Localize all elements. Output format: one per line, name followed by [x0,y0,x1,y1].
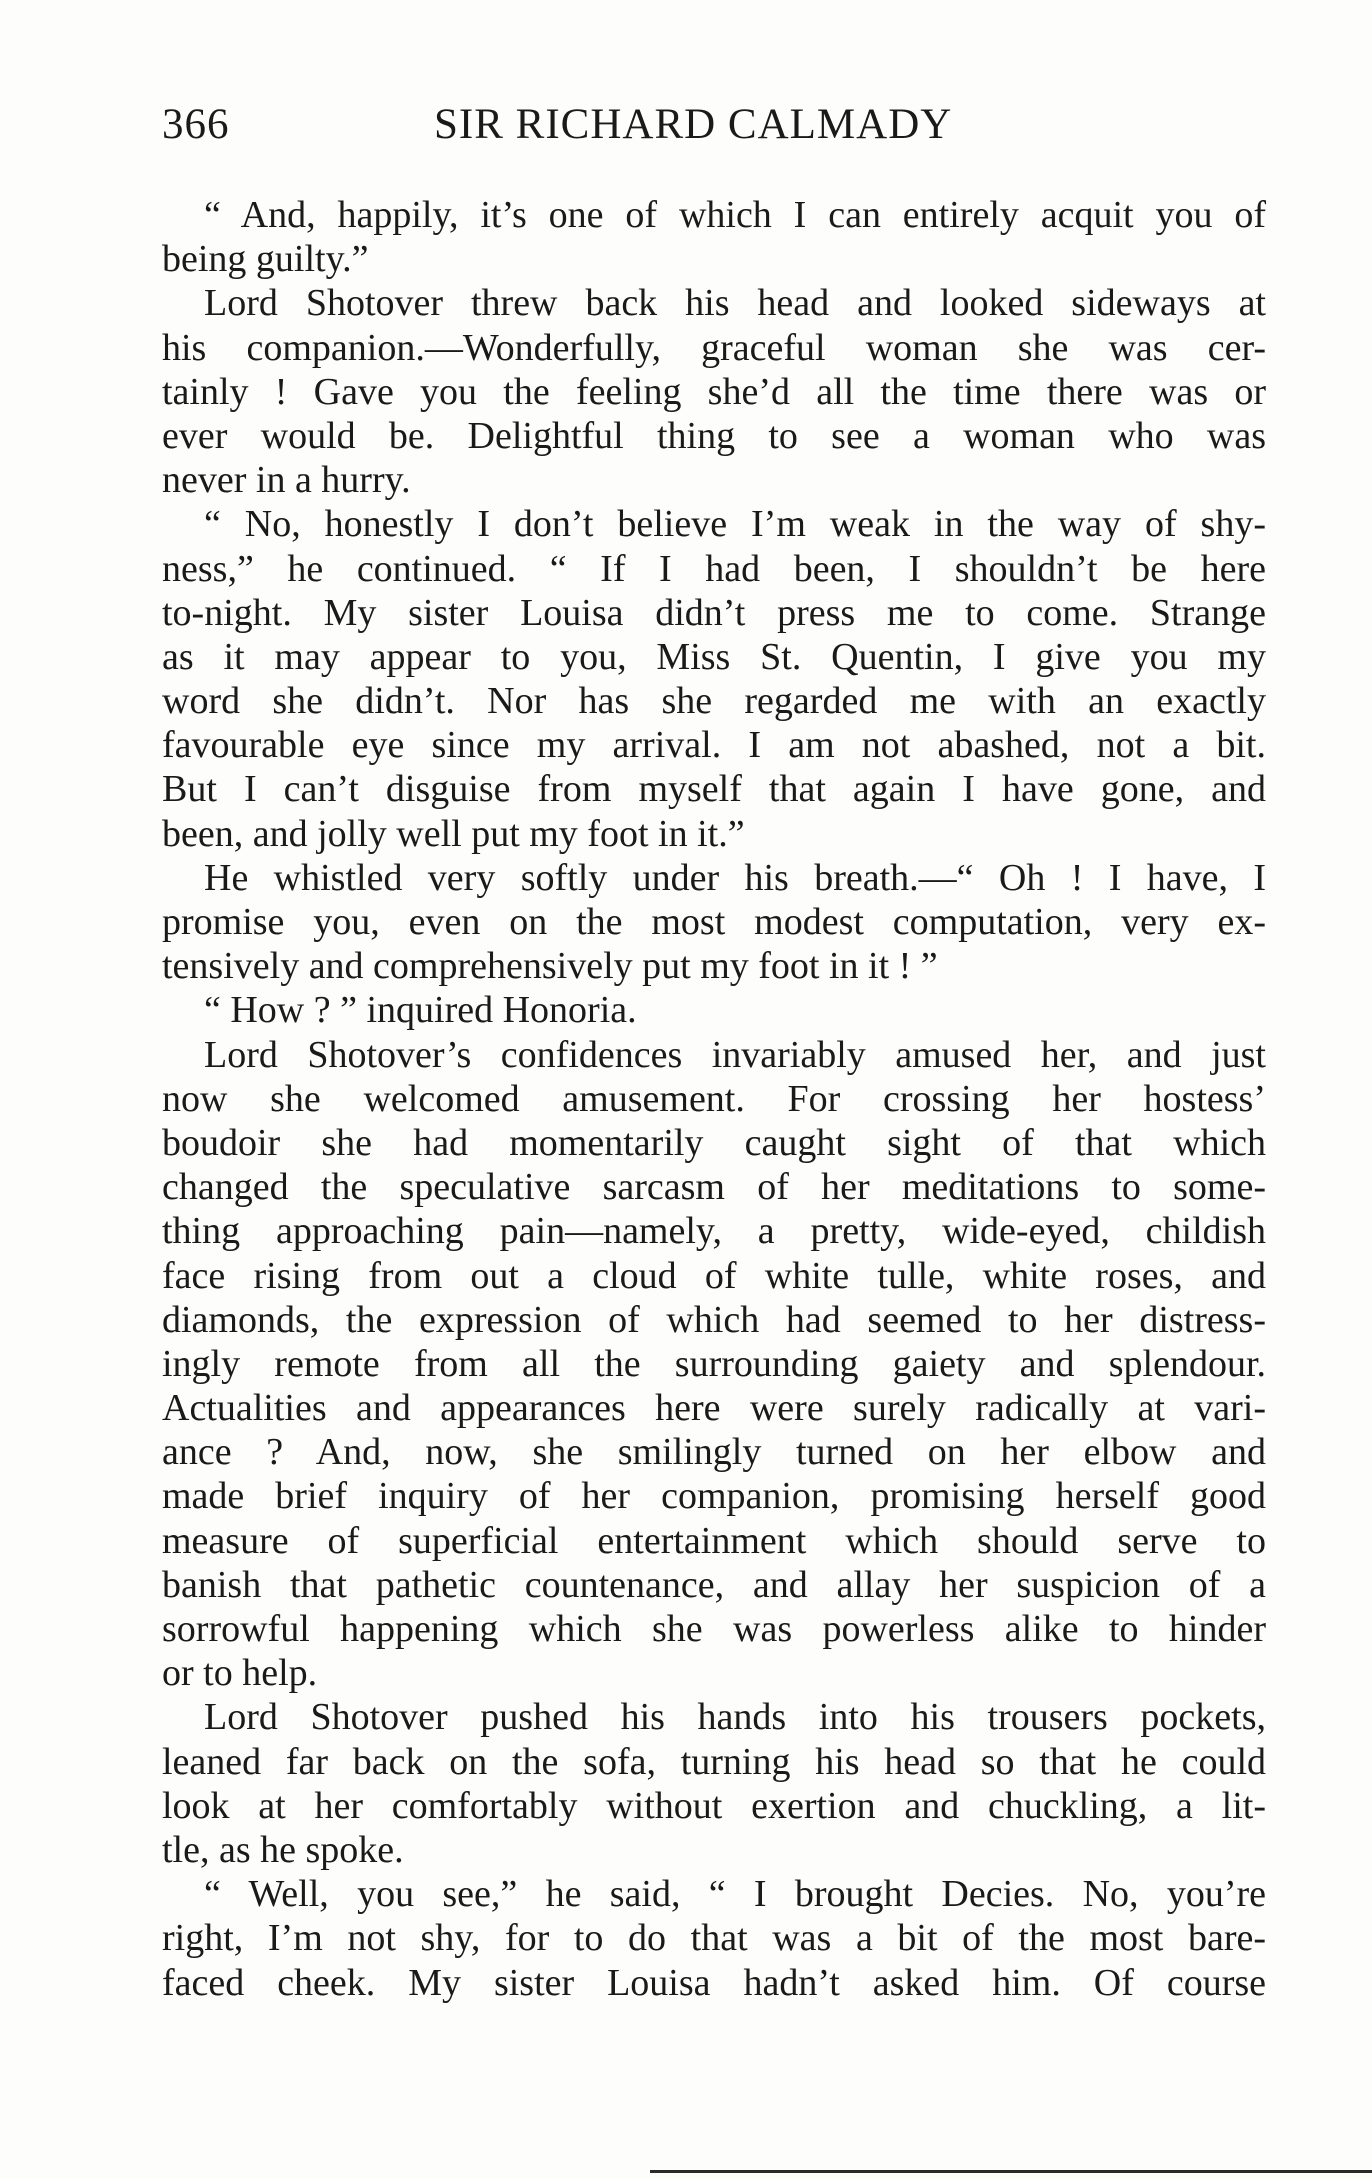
text-line: measure of superficial entertainment which should serve to [162,1519,1266,1562]
text-line: look at her comfortably without exertion and chuckling, a lit- [162,1784,1266,1827]
page-header [162,100,1266,160]
text-line: thing approaching pain—namely, a pretty, wide-eyed, childish [162,1210,1266,1253]
text-line: ever would be. Delightful thing to see a woman who was [162,414,1266,457]
text-line: He whistled very softly under his breath.—“ Oh ! I have, I [204,856,1266,899]
text-line: “ How ? ” inquired Honoria. [204,989,637,1032]
body-text [162,193,1266,2005]
text-line: as it may appear to you, Miss St. Quentin, I give you my [162,635,1266,678]
page-number: 366 [162,101,230,148]
text-line: changed the speculative sarcasm of her meditations to some- [162,1166,1266,1209]
text-line: word she didn’t. Nor has she regarded me with an exactly [162,680,1266,723]
text-line: Actualities and appearances here were surely radically at vari- [162,1387,1266,1430]
text-line: leaned far back on the sofa, turning his head so that he could [162,1740,1266,1783]
text-line: ingly remote from all the surrounding gaiety and splendour. [162,1342,1266,1385]
text-line: Lord Shotover pushed his hands into his trousers pockets, [204,1696,1266,1739]
text-line: made brief inquiry of her companion, promising herself good [162,1475,1266,1518]
text-line: now she welcomed amusement. For crossing her hostess’ [162,1077,1266,1120]
text-line: tensively and comprehensively put my foot in it ! ” [162,945,938,988]
text-line: “ And, happily, it’s one of which I can entirely acquit you of [204,194,1266,236]
text-line: his companion.—Wonderfully, graceful woman she was cer- [162,326,1266,369]
text-line: tainly ! Gave you the feeling she’d all the time there was or [162,370,1266,413]
text-line: faced cheek. My sister Louisa hadn’t asked him. Of course [162,1961,1266,2004]
text-line: ance ? And, now, she smilingly turned on her elbow and [162,1431,1266,1474]
text-line: “ Well, you see,” he said, “ I brought Decies. No, you’re [204,1873,1266,1916]
text-line: face rising from out a cloud of white tulle, white roses, and [162,1254,1266,1297]
text-line: promise you, even on the most modest computation, very ex- [162,901,1266,943]
running-head: SIR RICHARD CALMADY [434,101,953,148]
text-line: Lord Shotover threw back his head and looked sideways at [204,282,1266,325]
text-line: never in a hurry. [162,459,411,502]
text-line: diamonds, the expression of which had seemed to her distress- [162,1298,1266,1341]
text-line: to-night. My sister Louisa didn’t press me to come. Strange [162,591,1266,634]
bottom-edge-rule [650,2170,1372,2173]
text-line: boudoir she had momentarily caught sight of that which [162,1121,1266,1164]
text-line: or to help. [162,1652,318,1695]
text-line: sorrowful happening which she was powerless alike to hinder [162,1608,1266,1650]
text-line: “ No, honestly I don’t believe I’m weak in the way of shy- [204,503,1266,546]
text-line: right, I’m not shy, for to do that was a bit of the most bare- [162,1917,1266,1960]
text-line: ness,” he continued. “ If I had been, I shouldn’t be here [162,547,1266,590]
text-line: Lord Shotover’s confidences invariably amused her, and just [204,1033,1266,1076]
text-line: being guilty.” [162,238,369,281]
text-line: tle, as he spoke. [162,1828,404,1871]
text-line: But I can’t disguise from myself that again I have gone, and [162,768,1266,811]
text-line: been, and jolly well put my foot in it.” [162,812,745,855]
text-line: favourable eye since my arrival. I am not abashed, not a bit. [162,724,1266,767]
text-line: banish that pathetic countenance, and allay her suspicion of a [162,1563,1266,1606]
